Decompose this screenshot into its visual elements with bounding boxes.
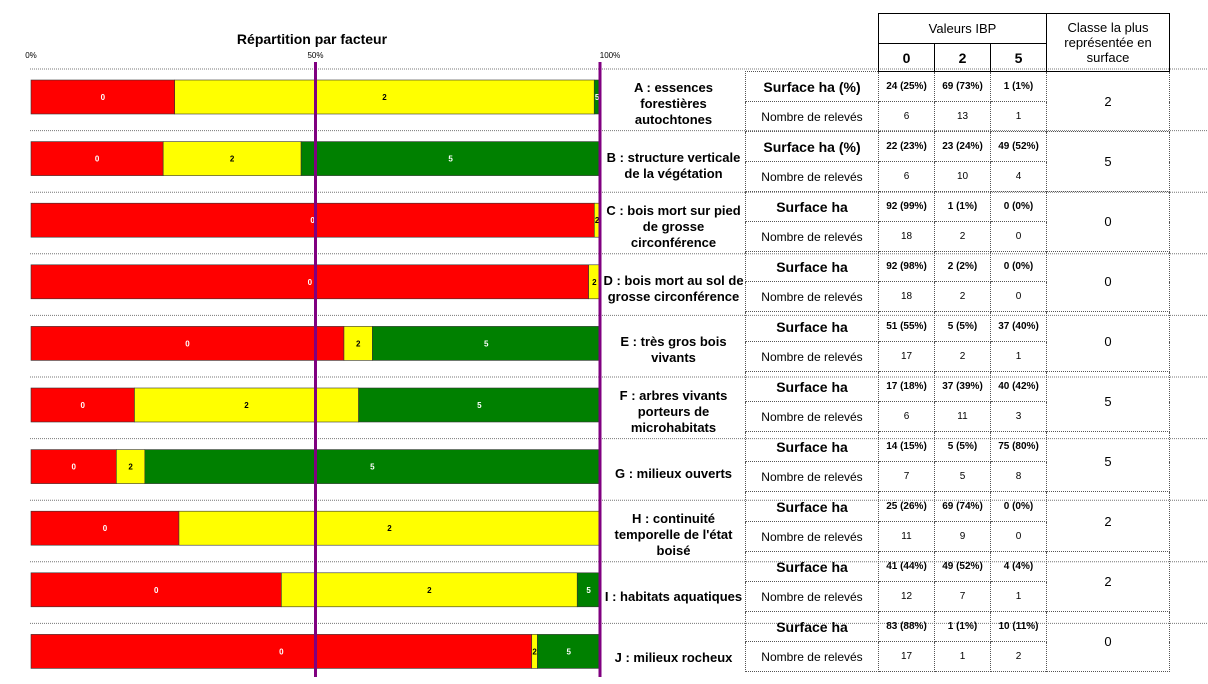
surface-label: Surface ha [746,372,879,402]
classe-value: 2 [1047,72,1170,132]
chart-title: Répartition par facteur [236,31,388,47]
category-label: B : structure verticale de la végétation [606,149,741,181]
bar-data-label: 5 [586,585,591,595]
surface-value: 0 (0%) [991,492,1047,522]
releves-value: 2 [991,642,1047,672]
releves-value: 0 [991,522,1047,552]
surface-value: 5 (5%) [935,432,991,462]
classe-value: 0 [1047,192,1170,252]
surface-label: Surface ha [746,612,879,642]
surface-label: Surface ha (%) [746,132,879,162]
table-row [746,372,1170,402]
category-label: D : bois mort au sol de grosse circonférence [603,272,744,304]
table-row [746,132,1170,162]
classe-value: 5 [1047,132,1170,192]
category-label: I : habitats aquatiques [604,588,743,604]
releves-label: Nombre de relevés [746,582,879,612]
releves-value: 3 [991,402,1047,432]
releves-value: 1 [991,342,1047,372]
table-row [746,492,1170,522]
releves-value: 17 [879,642,935,672]
bar-data-label: 2 [427,585,432,595]
classe-value: 2 [1047,552,1170,612]
bar-data-label: 5 [477,401,482,410]
header-col-2: 2 [935,44,991,72]
classe-value: 5 [1047,372,1170,432]
bar-data-label: 0 [94,154,100,164]
category-label: F : arbres vivants porteurs de microhabitats [619,388,728,435]
bar-data-label: 5 [448,154,453,164]
surface-value: 49 (52%) [935,552,991,582]
releves-label: Nombre de relevés [746,222,879,252]
surface-value: 83 (88%) [879,612,935,642]
surface-label: Surface ha [746,432,879,462]
releves-value: 6 [879,162,935,192]
classe-value: 0 [1047,312,1170,372]
releves-value: 2 [935,342,991,372]
surface-value: 22 (23%) [879,132,935,162]
surface-value: 69 (74%) [935,492,991,522]
surface-value: 37 (40%) [991,312,1047,342]
bar-data-label: 2 [244,401,249,410]
releves-value: 8 [991,462,1047,492]
releves-value: 10 [935,162,991,192]
bar-data-label: 5 [370,462,375,472]
surface-value: 2 (2%) [935,252,991,282]
surface-value: 5 (5%) [935,312,991,342]
releves-value: 2 [935,282,991,312]
surface-value: 25 (26%) [879,492,935,522]
bar-data-label: 5 [566,647,571,657]
releves-value: 7 [935,582,991,612]
surface-value: 14 (15%) [879,432,935,462]
ibp-table [745,13,1170,672]
releves-value: 17 [879,342,935,372]
bar-data-label: 2 [382,93,387,102]
table-row [746,192,1170,222]
table-row [746,312,1170,342]
table-row [746,72,1170,102]
releves-value: 6 [879,102,935,132]
bar-data-label: 0 [80,401,85,410]
bar-data-label: 5 [483,339,489,349]
releves-value: 5 [935,462,991,492]
surface-value: 24 (25%) [879,72,935,102]
bar-data-label: 0 [310,216,315,226]
bar-data-label: 0 [185,339,190,349]
x-tick-label: 100% [599,51,621,60]
surface-value: 41 (44%) [879,552,935,582]
classe-value: 0 [1047,612,1170,672]
bar-data-label: 0 [279,647,284,657]
table-row [746,612,1170,642]
releves-value: 18 [879,222,935,252]
releves-label: Nombre de relevés [746,102,879,132]
surface-value: 1 (1%) [935,192,991,222]
releves-value: 0 [991,222,1047,252]
releves-label: Nombre de relevés [746,342,879,372]
bar-data-label: 0 [102,524,108,534]
bar-data-label: 2 [594,216,600,226]
bar-data-label: 0 [153,585,159,595]
category-label: H : continuité temporelle de l'état boisé [614,511,733,559]
surface-value: 10 (11%) [991,612,1047,642]
releves-value: 9 [935,522,991,552]
header-col-5: 5 [991,44,1047,72]
surface-value: 17 (18%) [879,372,935,402]
releves-label: Nombre de relevés [746,282,879,312]
classe-value: 5 [1047,432,1170,492]
surface-value: 51 (55%) [879,312,935,342]
bar-data-label: 0 [100,93,106,102]
surface-label: Surface ha [746,192,879,222]
surface-value: 23 (24%) [935,132,991,162]
category-label: C : bois mort sur pied de grosse circonférence [606,203,741,251]
surface-value: 92 (99%) [879,192,935,222]
bar-data-label: 2 [592,277,597,287]
releves-value: 13 [935,102,991,132]
surface-value: 92 (98%) [879,252,935,282]
classe-value: 0 [1047,252,1170,312]
releves-value: 11 [935,402,991,432]
table-row [746,552,1170,582]
releves-label: Nombre de relevés [746,402,879,432]
releves-value: 12 [879,582,935,612]
category-label: J : milieux rocheux [614,650,733,666]
releves-value: 6 [879,402,935,432]
releves-value: 7 [879,462,935,492]
x-tick-label: 50% [307,51,324,60]
header-classe: Classe la plus représentée en surface [1047,14,1170,72]
header-col-0: 0 [879,44,935,72]
category-label: A : essences forestières autochtones [633,80,713,127]
bar-data-label: 2 [355,339,361,349]
surface-value: 49 (52%) [991,132,1047,162]
classe-value: 2 [1047,492,1170,552]
bar-data-label: 2 [128,462,133,472]
releves-value: 1 [991,582,1047,612]
x-tick-label: 0% [25,51,37,60]
table-row [746,432,1170,462]
releves-label: Nombre de relevés [746,462,879,492]
bar-data-label: 2 [532,647,537,657]
surface-value: 1 (1%) [991,72,1047,102]
releves-value: 1 [991,102,1047,132]
surface-value: 1 (1%) [935,612,991,642]
bar-data-label: 2 [387,524,392,534]
header-valeurs-ibp: Valeurs IBP [879,14,1047,44]
category-label: G : milieux ouverts [614,465,733,481]
bar-data-label: 2 [229,154,235,164]
surface-label: Surface ha [746,492,879,522]
surface-value: 0 (0%) [991,252,1047,282]
releves-label: Nombre de relevés [746,522,879,552]
surface-label: Surface ha [746,252,879,282]
surface-value: 0 (0%) [991,192,1047,222]
surface-label: Surface ha [746,312,879,342]
releves-value: 0 [991,282,1047,312]
bar-data-label: 0 [307,277,313,287]
table-row [746,252,1170,282]
releves-value: 4 [991,162,1047,192]
releves-value: 18 [879,282,935,312]
surface-value: 75 (80%) [991,432,1047,462]
category-label: E : très gros bois vivants [620,334,727,366]
releves-value: 11 [879,522,935,552]
surface-value: 40 (42%) [991,372,1047,402]
bar-data-label: 5 [594,93,600,102]
surface-label: Surface ha (%) [746,72,879,102]
releves-label: Nombre de relevés [746,162,879,192]
surface-value: 69 (73%) [935,72,991,102]
releves-value: 1 [935,642,991,672]
releves-value: 2 [935,222,991,252]
bar-data-label: 0 [71,462,76,472]
surface-value: 37 (39%) [935,372,991,402]
surface-value: 4 (4%) [991,552,1047,582]
surface-label: Surface ha [746,552,879,582]
releves-label: Nombre de relevés [746,642,879,672]
